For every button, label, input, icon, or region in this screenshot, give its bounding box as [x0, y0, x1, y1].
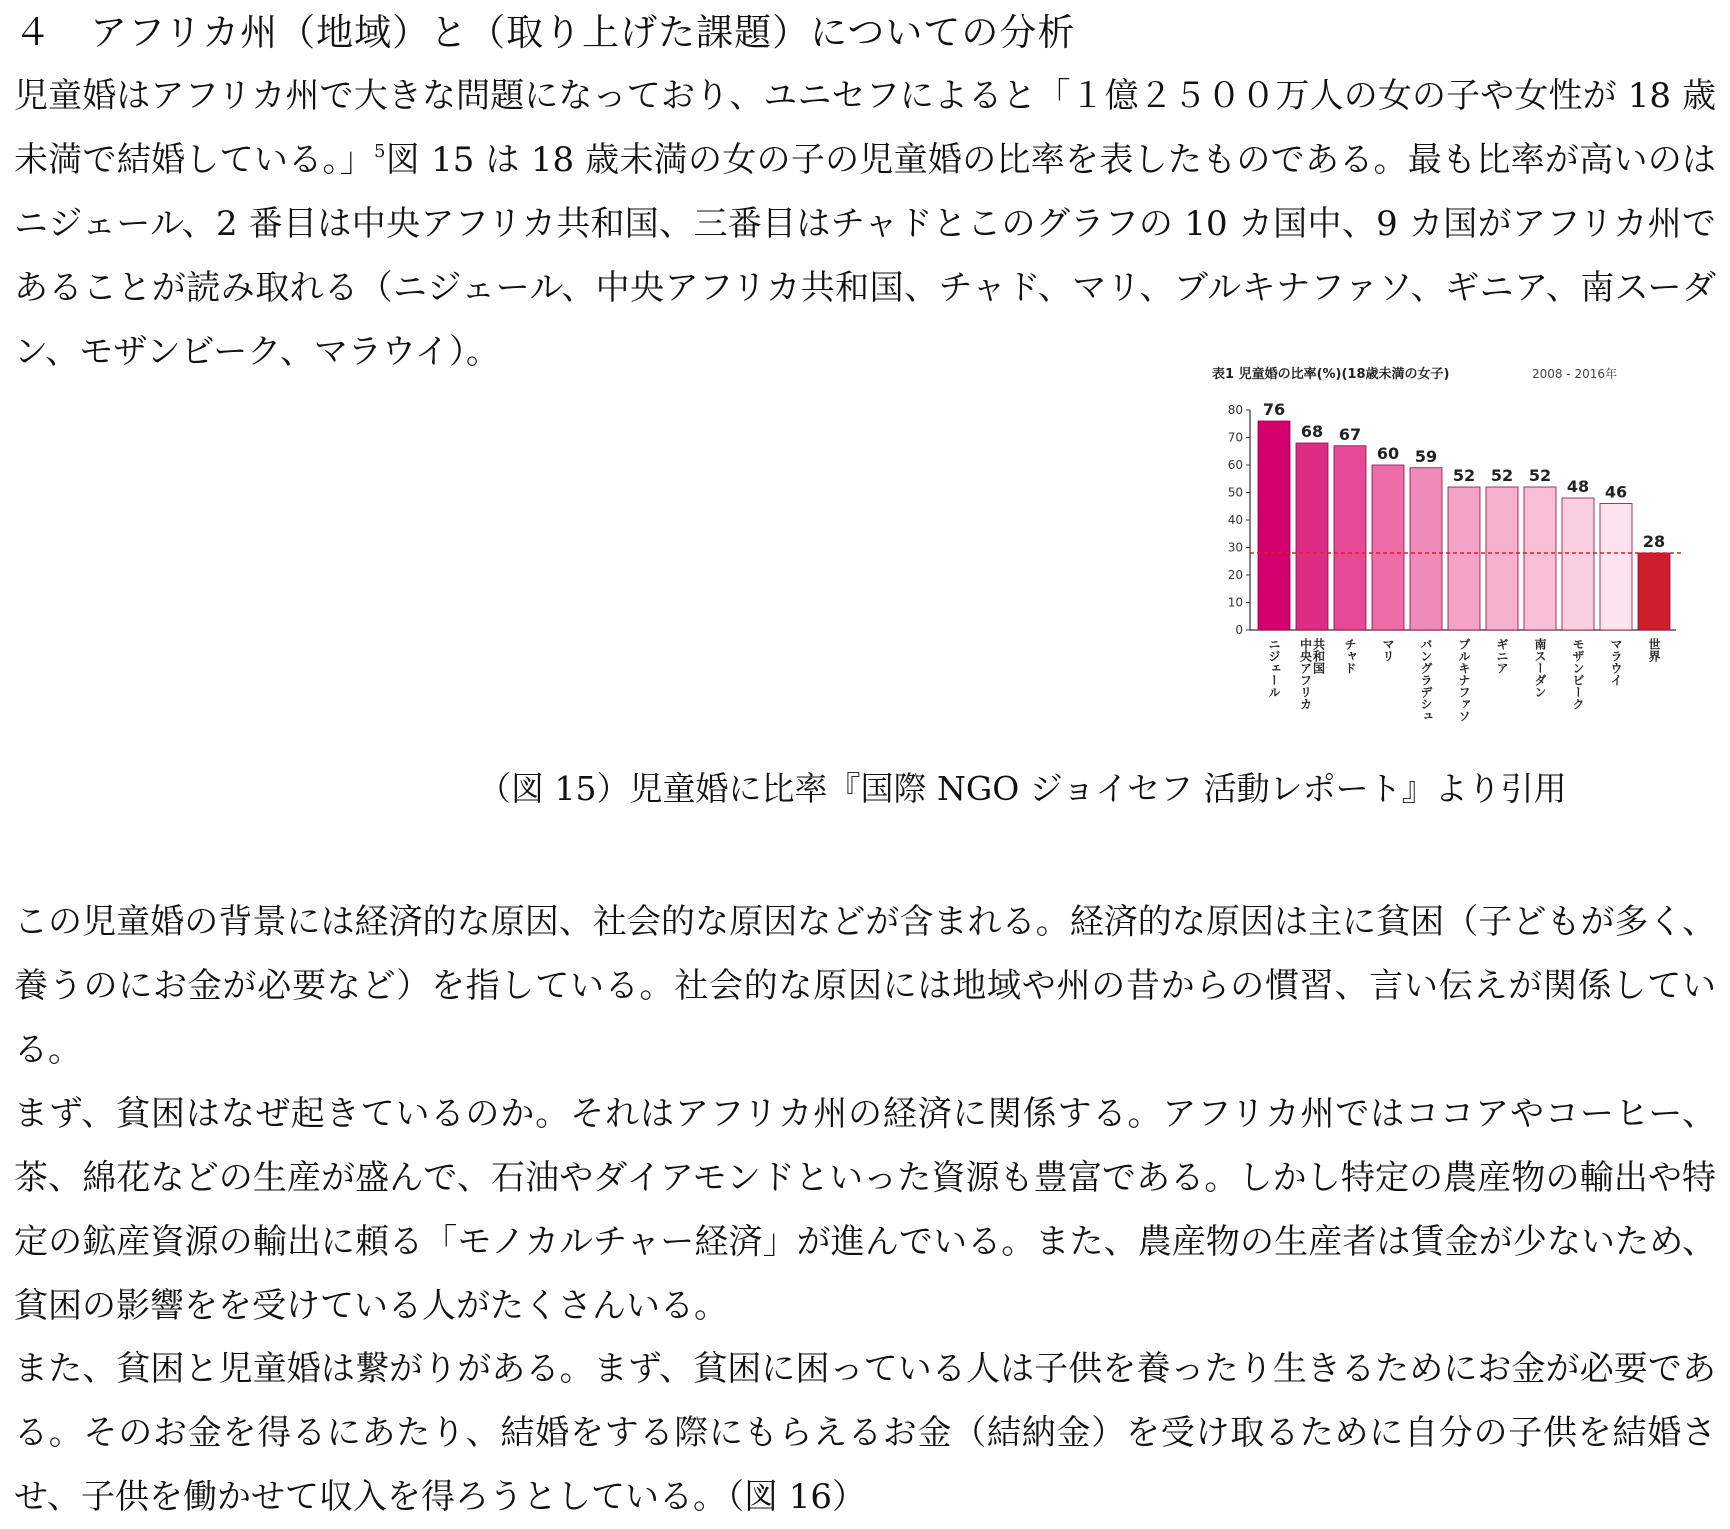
y-tick-label: 80 [1227, 403, 1243, 417]
chart-value-label: 48 [1566, 477, 1590, 496]
chart-value-label: 59 [1414, 446, 1438, 466]
chart-value-label: 52 [1490, 466, 1514, 485]
chart-value-label: 76 [1262, 400, 1286, 419]
chart-bar [1562, 498, 1594, 630]
y-tick-label: 20 [1227, 568, 1243, 582]
chart-bar [1486, 487, 1518, 630]
chart-value-label: 52 [1528, 466, 1552, 485]
chart-category-label: ギニア [1495, 638, 1509, 674]
section-heading: ４ アフリカ州（地域）と（取り上げた課題）についての分析 [14, 11, 1076, 54]
chart-value-label: 52 [1452, 466, 1476, 485]
paragraph-poverty: まず、貧困はなぜ起きているのか。それはアフリカ州の経済に関係する。アフリカ州ではココアやコーヒー、茶、綿花などの生産が盛んで、石油やダイアモンドといった資源も豊富である。しかし特定の農産物の輸出や特定の鉱産資源の輸出に頼る「モノカルチャー経済」が進んでいる。また、農産物の生産者は賃金が少ないため、貧困の影響をを受けている人がたくさんいる。 [14, 1094, 1716, 1326]
y-tick-label: 10 [1227, 595, 1243, 610]
y-tick-label: 30 [1227, 540, 1243, 555]
figure-caption: （図 15）児童婚に比率『国際 NGO ジョイセフ 活動レポート』より引用 [478, 769, 1567, 808]
y-tick-label: 40 [1227, 513, 1243, 527]
chart-bar [1334, 446, 1366, 630]
chart-value-label: 67 [1338, 424, 1362, 444]
chart-subtitle: 2008 - 2016年 [1532, 367, 1618, 381]
chart-svg [1210, 360, 1666, 750]
chart-bars [1258, 421, 1670, 630]
chart-bar [1600, 504, 1632, 631]
y-tick-label: 70 [1227, 430, 1243, 445]
chart-category-labels [1267, 637, 1661, 722]
y-tick-label: 50 [1227, 485, 1243, 500]
paragraph-background: この児童婚の背景には経済的な原因、社会的な原因などが含まれる。経済的な原因は主に貧困（子どもが多く、養うのにお金が必要など）を指している。社会的な原因には地域や州の昔からの慣習、言い伝えが関係している。 [14, 902, 1716, 1070]
chart-bar [1524, 487, 1556, 630]
chart-value-label: 46 [1604, 482, 1628, 502]
paragraph-connection: また、貧困と児童婚は繋がりがある。まず、貧困に困っている人は子供を養ったり生きるためにお金が必要である。そのお金を得るにあたり、結婚をする際にもらえるお金（結納金）を受け取るために自分の子供を結婚させ、子供を働かせて収入を得ろうとしている。（図 16） [14, 1349, 1716, 1517]
chart-bar [1296, 443, 1328, 630]
chart-category-label: 南スーダン [1533, 638, 1547, 698]
intro-text-part2: 図 15 は 18 歳未満の女の子の児童婚の比率を表したものである。最も比率が高いのはニジェール、2 番目は中央アフリカ共和国、三番目はチャドとこのグラフの 10 カ国中、9 カ国がアフリカ州であることが読み取れる（ニジェール、中央アフリカ共和国、チャド、マリ、ブルキナファソ、ギニア、南スーダン、モザンビーク、マラウイ）。 [14, 140, 1716, 372]
chart-category-label: モザンビーク [1571, 638, 1585, 710]
chart-category-label: ニジェール [1267, 638, 1281, 698]
chart-category-label: 共和国 [1311, 638, 1326, 674]
y-tick-label: 0 [1235, 623, 1243, 637]
chart-category-label: マリ [1381, 638, 1395, 662]
chart-title: 表1 児童婚の比率(%)(18歳未満の女子) [1212, 367, 1450, 382]
chart-category-label: 中央アフリカ [1298, 638, 1313, 710]
chart-value-label: 28 [1642, 532, 1666, 551]
chart-bar [1372, 465, 1404, 630]
child-marriage-chart [1210, 360, 1666, 750]
chart-bar [1448, 487, 1480, 630]
chart-value-label: 60 [1376, 444, 1400, 463]
footnote-marker: 5 [374, 141, 386, 162]
chart-category-label: 世界 [1647, 638, 1661, 662]
chart-category-label: チャド [1343, 638, 1357, 674]
y-tick-label: 60 [1227, 458, 1243, 472]
chart-bar [1638, 553, 1670, 630]
chart-bar [1410, 468, 1442, 630]
intro-text-part1: 児童婚はアフリカ州で大きな問題になっており、ユニセフによると「１億２５００万人の女の子や女性が 18 歳未満で結婚している。」 [14, 76, 1716, 180]
paragraph-intro [14, 64, 1716, 384]
chart-category-label: ブルキナファソ [1457, 638, 1471, 722]
chart-category-label: マラウイ [1609, 638, 1623, 686]
chart-category-label: バングラデシュ [1419, 638, 1433, 722]
chart-bar [1258, 421, 1290, 630]
chart-value-label: 68 [1300, 422, 1324, 441]
